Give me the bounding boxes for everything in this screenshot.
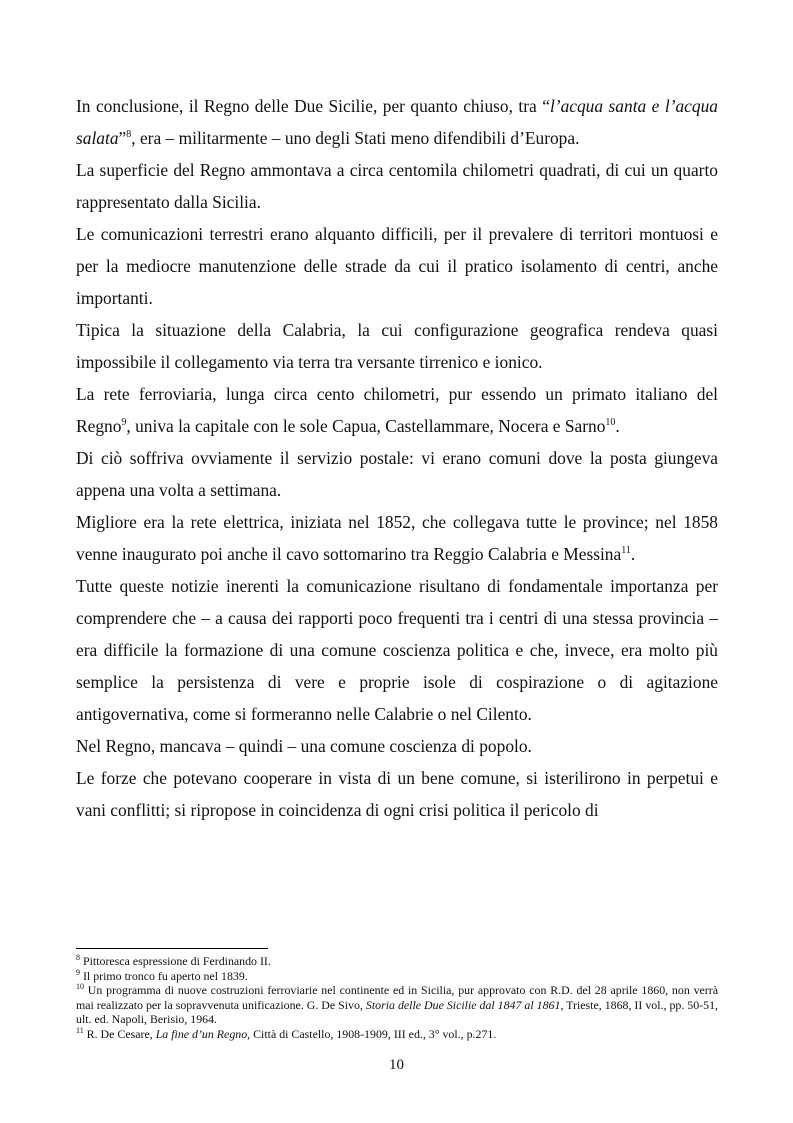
footnote-11-text-a: R. De Cesare, — [83, 1026, 156, 1041]
footnotes — [76, 954, 718, 1042]
footnote-9 — [76, 969, 718, 984]
paragraph-7 — [76, 506, 718, 570]
paragraph-1-text-a: In conclusione, il Regno delle Due Sicilie, per quanto chiuso, tra “ — [76, 96, 550, 116]
footnote-10-text-b: , Trieste, 1868, II vol., pp. 50-51, ult. ed. Napoli, Berisio, 1964. — [76, 997, 718, 1027]
footnote-ref-11[interactable]: 11 — [621, 545, 631, 556]
footnote-ref-8[interactable]: 8 — [126, 129, 132, 140]
footnote-separator — [76, 948, 268, 949]
paragraph-6: Di ciò soffriva ovviamente il servizio postale: vi erano comuni dove la posta giungeva appena una volta a settimana. — [76, 448, 718, 500]
paragraph-4: Tipica la situazione della Calabria, la cui configurazione geografica rendeva quasi impossibile il collegamento via terra tra versante tirrenico e ionico. — [76, 320, 718, 372]
footnote-11 — [76, 1027, 718, 1042]
footnote-ref-9[interactable]: 9 — [121, 417, 127, 428]
body-text — [76, 90, 718, 826]
paragraph-9: Nel Regno, mancava – quindi – una comune coscienza di popolo. — [76, 736, 532, 756]
paragraph-7-text-b: . — [630, 544, 636, 564]
paragraph-8: Tutte queste notizie inerenti la comunicazione risultano di fondamentale importanza per comprendere che – a causa dei rapporti poco frequenti tra i centri di una stessa provincia – era difficile la formazione di una comune coscienza politica e che, invece, era molto più semplice la persistenza di vere e proprie isole di cospirazione o di agitazione antigovernativa, come si formeranno nelle Calabrie o nel Cilento. — [76, 576, 718, 724]
footnote-11-text-b: , Città di Castello, 1908-1909, III ed., 3° vol., p.271. — [247, 1026, 497, 1041]
footnote-10-number: 10 — [76, 982, 84, 992]
footnote-9-text: Il primo tronco fu aperto nel 1839. — [80, 968, 248, 983]
paragraph-10: Le forze che potevano cooperare in vista di un bene comune, si isterilirono in perpetui e vani conflitti; si ripropose in coincidenza di ogni crisi politica il pericolo di — [76, 768, 718, 820]
closing-quote-mark: ” — [118, 128, 127, 148]
footnote-ref-10[interactable]: 10 — [605, 417, 616, 428]
paragraph-5-text-c: . — [615, 416, 620, 436]
footnote-10-book-title: Storia delle Due Sicilie dal 1847 al 1861 — [365, 997, 561, 1012]
paragraph-5-text-b: , univa la capitale con le sole Capua, Castellammare, Nocera e Sarno — [126, 416, 606, 436]
footnote-9-number: 9 — [76, 967, 80, 977]
footnote-11-book-title: La fine d’un Regno — [155, 1026, 248, 1041]
footnote-10-text-a: Un programma di nuove costruzioni ferroviarie nel continente ed in Sicilia, pur approvato con R.D. del 28 aprile 1860, non verrà mai realizzato per la sopravvenuta unificazione. G. De Sivo, — [76, 983, 718, 1012]
paragraph-3: Le comunicazioni terrestri erano alquanto difficili, per il prevalere di territori montuosi e per la mediocre manutenzione delle strade da cui il pratico isolamento di centri, anche importanti. — [76, 224, 718, 308]
paragraph-2: La superficie del Regno ammontava a circa centomila chilometri quadrati, di cui un quarto rappresentato dalla Sicilia. — [76, 160, 718, 212]
footnote-8 — [76, 954, 718, 969]
footnote-8-text: Pittoresca espressione di Ferdinando II. — [80, 954, 271, 968]
italic-quote: l’acqua santa e l’acqua salata — [76, 96, 718, 148]
page-number: 10 — [389, 1057, 404, 1073]
footnote-10 — [76, 983, 718, 1027]
paragraph-7-text-a: Migliore era la rete elettrica, iniziata nel 1852, che collegava tutte le province; nel 1858 venne inaugurato poi anche il cavo sottomarino tra Reggio Calabria e Messina — [76, 512, 718, 564]
paragraph-5 — [76, 378, 718, 442]
paragraph-5-text-a: La rete ferroviaria, lunga circa cento chilometri, pur essendo un primato italiano del Regno — [76, 384, 718, 436]
footnote-11-number: 11 — [76, 1025, 84, 1035]
paragraph-1-text-c: , era – militarmente – uno degli Stati meno difendibili d’Europa. — [131, 128, 580, 148]
footnote-8-number: 8 — [76, 953, 80, 962]
paragraph-1 — [76, 90, 718, 154]
